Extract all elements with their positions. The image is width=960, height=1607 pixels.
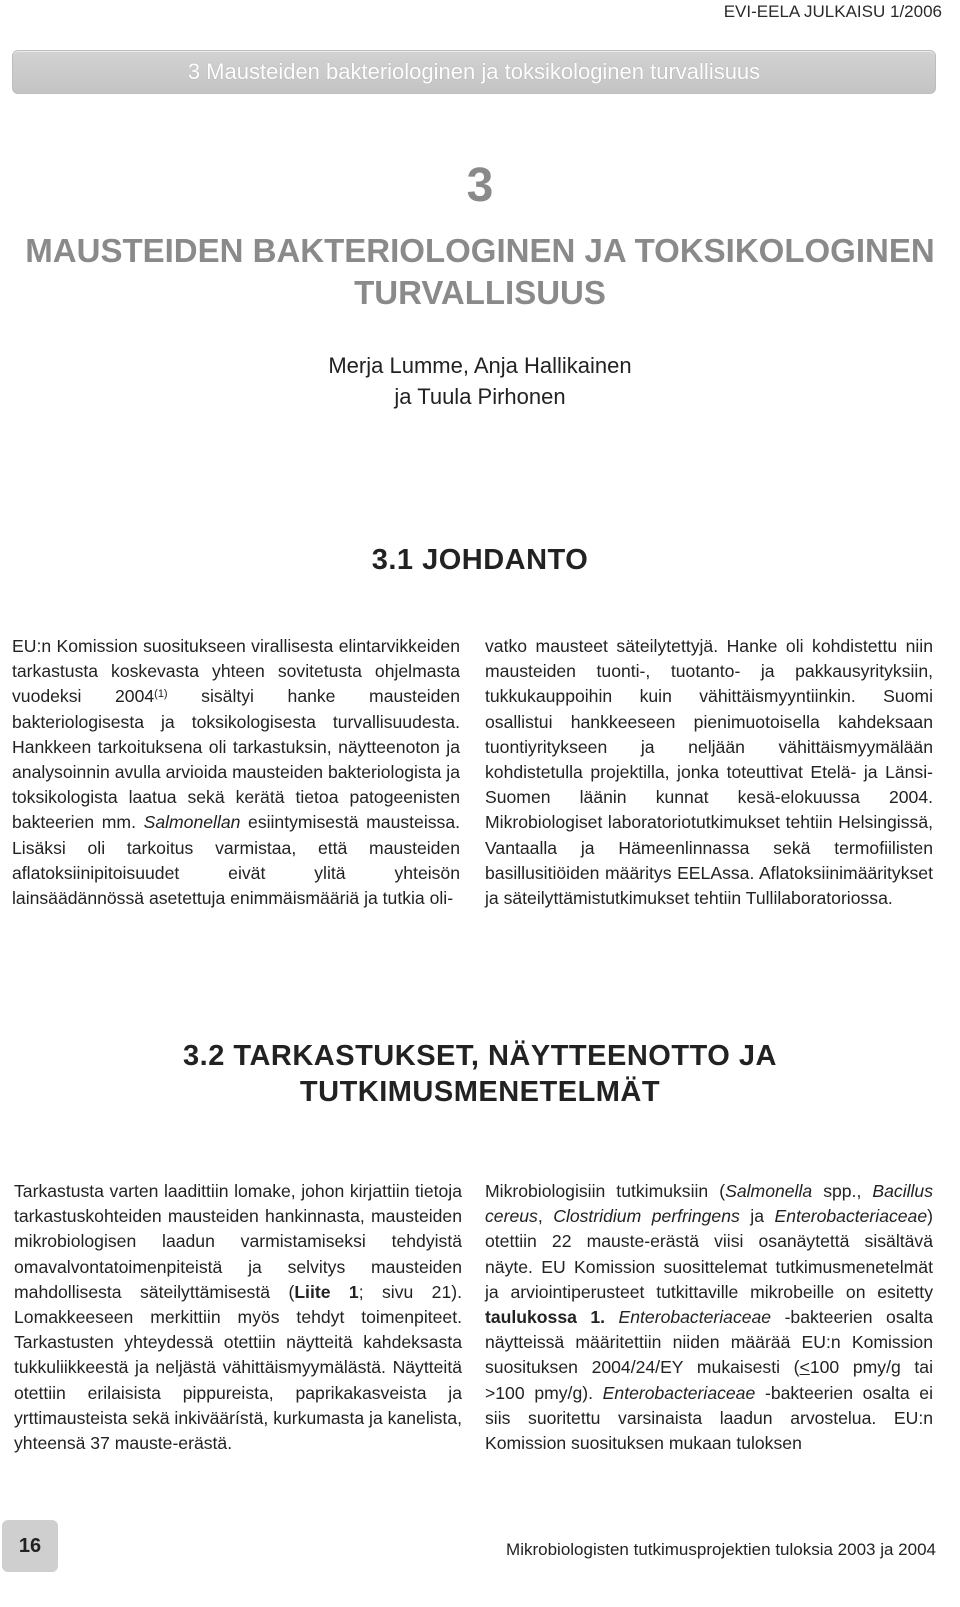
chapter-number: 3 (466, 159, 494, 212)
page-number-box (2, 1520, 58, 1572)
authors-line2: ja Tuula Pirhonen (394, 384, 566, 409)
section-heading-inspections (0, 1038, 960, 1110)
section-heading-introduction: 3.1 JOHDANTO (371, 544, 589, 576)
chapter-title-line1: MAUSTEIDEN BAKTERIOLOGINEN JA TOKSIKOLOGINEN (25, 232, 935, 269)
authors-line1: Merja Lumme, Anja Hallikainen (328, 353, 632, 378)
chapter-title (0, 230, 960, 314)
chapter-banner (12, 50, 936, 94)
authors (0, 350, 960, 412)
banner-title: 3 Mausteiden bakteriologinen ja toksikologinen turvallisuus (187, 59, 761, 84)
section-heading-line2: TUTKIMUSMENETELMÄT (299, 1076, 661, 1108)
section2-left-column (14, 1179, 462, 1456)
italic-term: Salmonellan (143, 812, 241, 833)
paragraph: Mikrobiologisiin tutkimuksiin (Salmonella spp., Bacillus cereus, Clostridium perfringens ja Enterobacteriaceae) otettiin 22 mauste-erästä viisi osanäytettä sisältävä näyte. EU Komission suosittelemat tutkimusmenetelmät ja arviointiperusteet tutkittaville mikrobeille on esitetty taulukossa 1. Enterobacteriaceae -bakteerien osalta näytteissä määritettiin niiden määrää EU:n Komission suosituksen 2004/24/EY mukaisesti (<100 pmy/g tai >100 pmy/g). Enterobacteriaceae -bakteerien osalta ei siis suoritettu varsinaista laadun arvostelua. EU:n Komission suosituksen mukaan tuloksen (485, 1181, 934, 1454)
section-heading-line1: 3.2 TARKASTUKSET, NÄYTTEENOTTO JA (183, 1040, 777, 1072)
publication-id: EVI-EELA JULKAISU 1/2006 (723, 2, 942, 21)
table-ref: taulukossa 1. (485, 1307, 606, 1328)
paragraph: Tarkastusta varten laadittiin lomake, johon kirjattiin tietoja tarkastuskohteiden mausteiden hankinnasta, mausteiden mikrobiologisen laadun varmistamiseksi tehdyistä omavalvontatoimenpiteistä ja selvitys mausteiden mahdollisesta säteilyttämisestä (Liite 1; sivu 21). Lomakkeeseen merkittiin myös tehdyt toimenpiteet. Tarkastusten yhteydessä otettiin näytteitä kahdeksasta tukkuliikkeestä ja neljästä vähittäismyymälästä. Näytteitä otettiin erilaisista pippureista, paprikakasveista ja yrttimausteista sekä inkiväärístä, kurkumasta ja kanelista, yhteensä 37 mauste-erästä. (14, 1181, 462, 1454)
chapter-title-line2: TURVALLISUUS (354, 274, 606, 311)
bold-ref: Liite 1 (294, 1281, 359, 1302)
paragraph: EU:n Komission suositukseen virallisesta elintarvikkeiden tarkastusta koskevasta yhteen sovitetusta ohjelmasta vuodeksi 2004$^{(1)}$ sisältyi hanke mausteiden bakteriologisesta ja toksikologisesta turvallisuudesta. Hankkeen tarkoituksena oli tarkastuksin, näytteenoton ja analysoinnin avulla arvioida mausteiden bakteriologista ja toksikologista laatua sekä kerätä tietoa patogeenisten bakteerien mm. Salmonellan esiintymisestä mausteissa. Lisäksi oli tarkoitus varmistaa, että mausteiden aflatoksiinipitoisuudet eivät ylitä yhteisön lainsäädännössä asetettuja enimmäismääriä ja tutkia oli- (12, 636, 460, 909)
paragraph: vatko mausteet säteilytettyjä. Hanke oli kohdistettu niin mausteiden tuonti-, tuotanto- ja pakkausyrityksiin, tukkukauppoihin kuin vähittäismyyntiinkin. Suomi osallistui hankkeeseen pienimuotoisella kahdeksaan tuontiyritykseen ja neljään vähittäismyymälään kohdistetulla projektilla, jonka toteuttivat Etelä- ja Länsi-Suomen läänin kunnat kesä-elokuussa 2004. Mikrobiologiset laboratoriotutkimukset tehtiin Helsingissä, Vantaalla ja Hämeenlinnassa sekä termofiilisten basillusitiöiden määritys EELAssa. Aflatoksiinimääritykset ja säteilyttämistutkimukset tehtiin Tullilaboratoriossa. (485, 636, 933, 909)
section2-right-column (485, 1179, 933, 1456)
section1-right-column (485, 634, 933, 911)
footnote-ref: (1) (154, 688, 168, 701)
footer-title: Mikrobiologisten tutkimusprojektien tuloksia 2003 ja 2004 (506, 1540, 936, 1559)
section1-left-column (12, 634, 460, 911)
page-number: 16 (18, 1535, 42, 1557)
